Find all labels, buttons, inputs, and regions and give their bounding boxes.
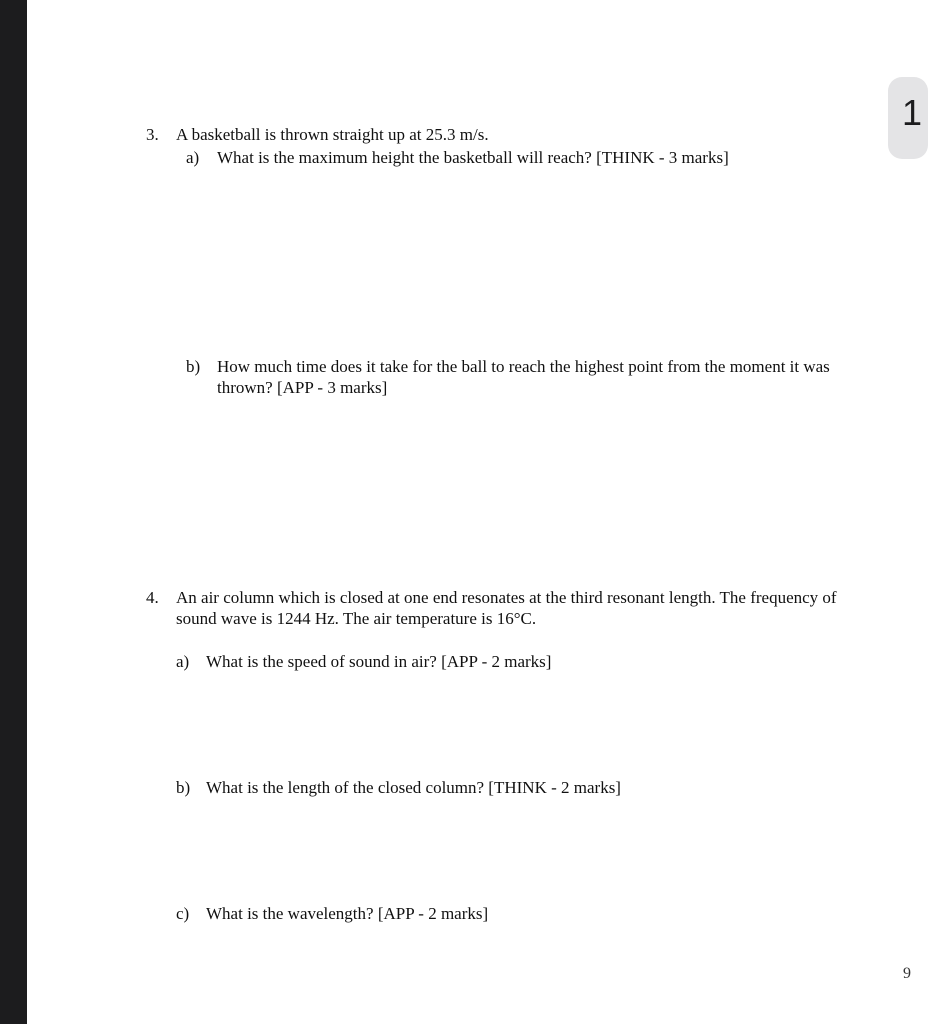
- question-text: sound wave is 1244 Hz. The air temperature is 16°C.: [176, 609, 537, 628]
- part-text: What is the length of the closed column? [THINK - 2 marks]: [206, 778, 621, 797]
- part-text: What is the wavelength? [APP - 2 marks]: [206, 904, 489, 923]
- part-label: c): [176, 904, 190, 923]
- question-number: 3.: [146, 125, 159, 144]
- part-text: thrown? [APP - 3 marks]: [217, 378, 388, 397]
- part-label: b): [186, 357, 201, 376]
- part-label: b): [176, 778, 191, 797]
- question-text: An air column which is closed at one end resonates at the third resonant length. The frequency of: [176, 588, 837, 607]
- page-indicator-tab[interactable]: [888, 77, 928, 159]
- viewer-left-edge: [0, 0, 27, 1024]
- page-number: 9: [903, 965, 911, 982]
- question-text: A basketball is thrown straight up at 25.3 m/s.: [176, 125, 489, 144]
- part-label: a): [176, 652, 190, 671]
- part-text: What is the speed of sound in air? [APP - 2 marks]: [206, 652, 552, 671]
- part-text: How much time does it take for the ball to reach the highest point from the moment it was: [217, 357, 830, 376]
- page-indicator-label: 1: [902, 92, 923, 133]
- question-number: 4.: [146, 588, 159, 607]
- part-text: What is the maximum height the basketball will reach? [THINK - 3 marks]: [217, 148, 729, 167]
- part-label: a): [186, 148, 200, 167]
